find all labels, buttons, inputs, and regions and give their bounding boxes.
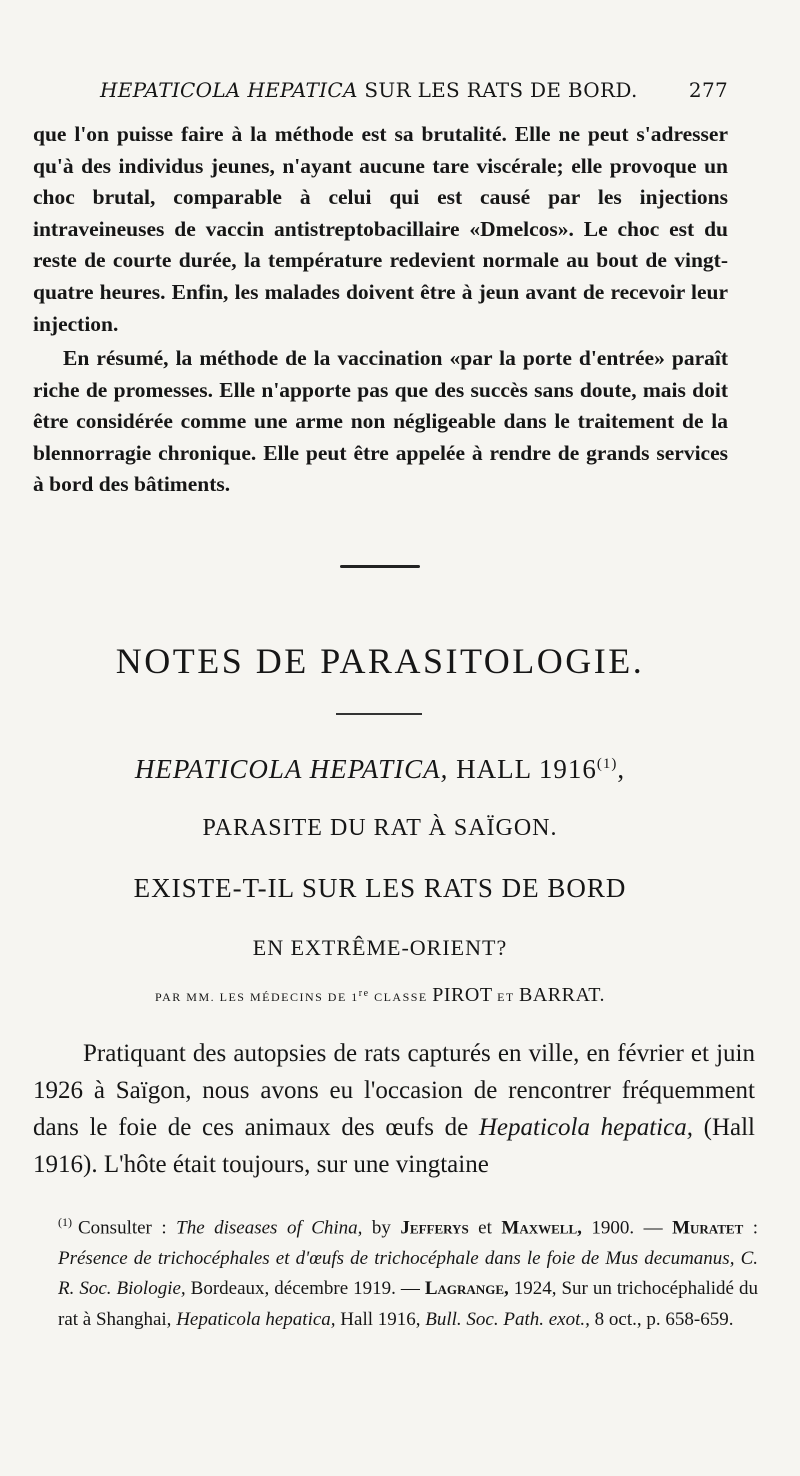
byline: PAR MM. LES MÉDECINS DE 1re CLASSE PIROT ET BARRAT. <box>155 984 605 1006</box>
article-subtitle-3: EN EXTRÊME-ORIENT? <box>252 935 508 960</box>
running-head <box>100 78 728 102</box>
page-number: 277 <box>688 78 728 102</box>
article-subtitle-1: PARASITE DU RAT À SAÏGON. <box>202 815 558 841</box>
footnote-mark: (1) <box>58 1215 72 1229</box>
footnote: $^{(1)}$ Consulter : The diseases of China, by Jefferys et Maxwell, 1900. — Muratet : Présence de trichocéphales et d'œufs de trichocéphale dans le foie de Mus decumanus, C. R. Soc. Biologie, Bordeaux, décembre 1919. — Lagrange, 1924, Sur un trichocéphalidé du rat à Shanghai, Hepaticola hepatica, Hall 1916, Bull. Soc. Path. exot., 8 oct., p. 658-659. <box>58 1215 759 1330</box>
section-rule <box>336 713 422 715</box>
section-title: NOTES DE PARASITOLOGIE. <box>115 641 645 681</box>
ornament-divider <box>340 565 420 568</box>
article-body: Pratiquant des autopsies de rats capturés en ville, en février et juin 1926 à Saïgon, nous avons eu l'occasion de rencontrer fréquemment dans le foie de ces animaux des œufs de Hepaticola hepatica, (Hall 1916). L'hôte était toujours, sur une vingtaine <box>33 1040 756 1178</box>
paragraph-summary: En résumé, la méthode de la vaccination «par la porte d'entrée» paraît riche de promesses. Elle n'apporte pas que des succès sans doute, mais doit être considérée comme une arme non négligeable dans le traitement de la blennorragie chronique. Elle peut être appelée à rendre de grands services à bord des bâtiments. <box>33 346 728 497</box>
article-subtitle-2: EXISTE-T-IL SUR LES RATS DE BORD <box>133 873 627 903</box>
article-title: HEPATICOLA HEPATICA, HALL 1916$^{(1)}$, <box>134 754 626 784</box>
author-pirot: PIROT <box>432 984 493 1006</box>
footnote-ref[interactable]: (1) <box>596 756 618 772</box>
paragraph-continued: que l'on puisse faire à la méthode est sa brutalité. Elle ne peut s'adresser qu'à des individus jeunes, n'ayant aucune tare viscérale; elle provoque un choc brutal, comparable à celui qui est causé par les injections intraveineuses de vaccin antistreptobacillaire «Dmelcos». Le choc est du reste de courte durée, la température redevient normale au bout de vingt-quatre heures. Enfin, les malades doivent être à jeun avant de recevoir leur injection. <box>33 122 728 336</box>
running-title: HEPATICOLA HEPATICA SUR LES RATS DE BORD. <box>100 78 638 102</box>
author-barrat: BARRAT. <box>519 984 605 1006</box>
